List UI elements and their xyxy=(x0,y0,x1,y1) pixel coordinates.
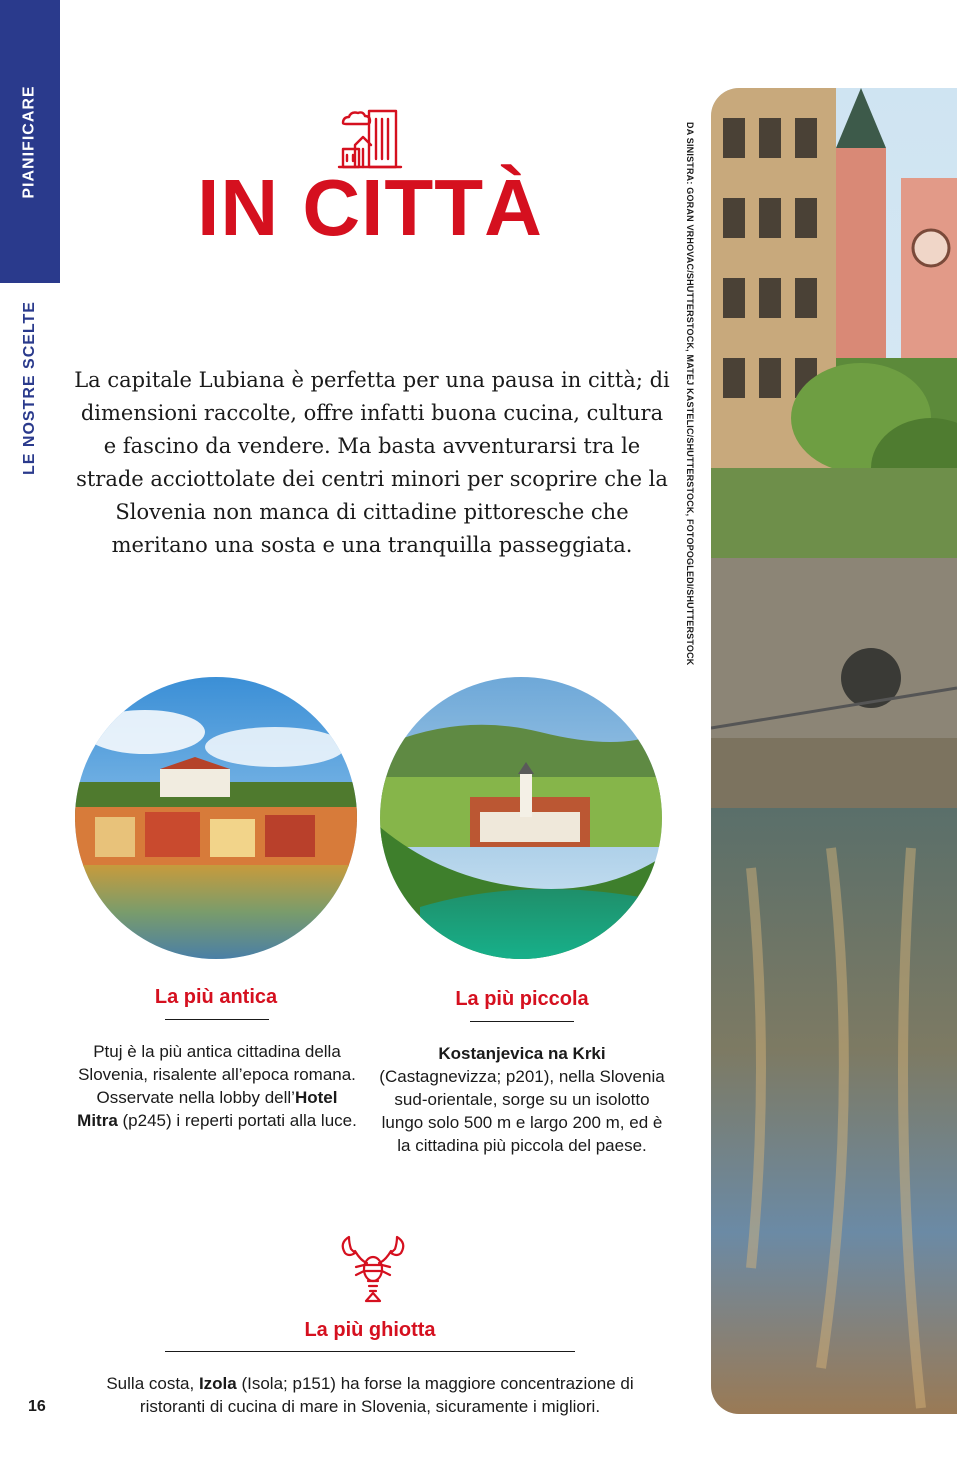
pick-tastiest-text-a: Sulla costa, xyxy=(106,1374,199,1393)
pick-smallest-text-b: (Castagnevizza; p201), nella Slovenia sud-orientale, sorge su un isolotto lungo solo 500 m e largo 200 m, ed è la cittadina più piccola del paese. xyxy=(379,1067,665,1155)
pick-oldest-text-b: (p245) i reperti portati alla luce. xyxy=(117,1111,357,1130)
pick-smallest-text xyxy=(378,1042,666,1157)
page-title: IN CITTÀ xyxy=(197,163,543,252)
ptuj-photo xyxy=(75,677,357,959)
pick-smallest-rule xyxy=(470,1021,574,1022)
page-number: 16 xyxy=(28,1398,46,1415)
pick-tastiest-rule xyxy=(165,1351,575,1352)
pick-tastiest-text-b: (Isola; p151) ha forse la maggiore concentrazione di ristoranti di cucina di mare in Slovenia, sicuramente i migliori. xyxy=(139,1374,634,1416)
kostanjevica-name: Kostanjevica na Krki xyxy=(438,1044,606,1063)
kostanjevica-photo xyxy=(380,677,662,959)
sidebar-section-wrap xyxy=(0,283,60,493)
pick-oldest-text-a: Ptuj è la più antica cittadina della Slovenia, risalente all’epoca romana. Osservate nella lobby dell’ xyxy=(78,1042,356,1107)
hotel-mitra: Hotel Mitra xyxy=(77,1088,338,1130)
izola-name: Izola xyxy=(198,1374,237,1393)
city-buildings-icon xyxy=(337,105,403,171)
ljubljana-photo xyxy=(711,88,957,1414)
pick-tastiest-heading: La più ghiotta xyxy=(304,1319,436,1341)
pick-oldest-text xyxy=(76,1040,358,1132)
photo-credit-text: DA SINISTRA: GORAN VRHOVAC/SHUTTERSTOCK, MATEJ KASTELIC/SHUTTERSTOCK, FOTOPOGLEDI/SHUTTERSTOCK xyxy=(685,122,695,666)
sidebar-section-label: LE NOSTRE SCELTE xyxy=(21,301,38,475)
lobster-icon xyxy=(335,1231,411,1307)
sidebar-tab-label: PIANIFICARE xyxy=(21,84,39,199)
pick-oldest-rule xyxy=(165,1019,269,1020)
pick-smallest-heading: La più piccola xyxy=(455,988,589,1010)
sidebar-tab-label-wrap xyxy=(0,0,60,283)
intro-paragraph: La capitale Lubiana è perfetta per una pausa in città; di dimensioni raccolte, offre infatti buona cucina, cultura e fascino da vendere. Ma basta avventurarsi tra le strade acciottolate dei centri minori per scoprire che la Slovenia non manca di cittadine pittoresche che meritano una sosta e una tranquilla passeggiata. xyxy=(74,368,670,557)
pick-oldest-heading: La più antica xyxy=(154,986,278,1008)
pick-tastiest-text xyxy=(90,1372,650,1418)
photo-credit xyxy=(685,122,702,697)
